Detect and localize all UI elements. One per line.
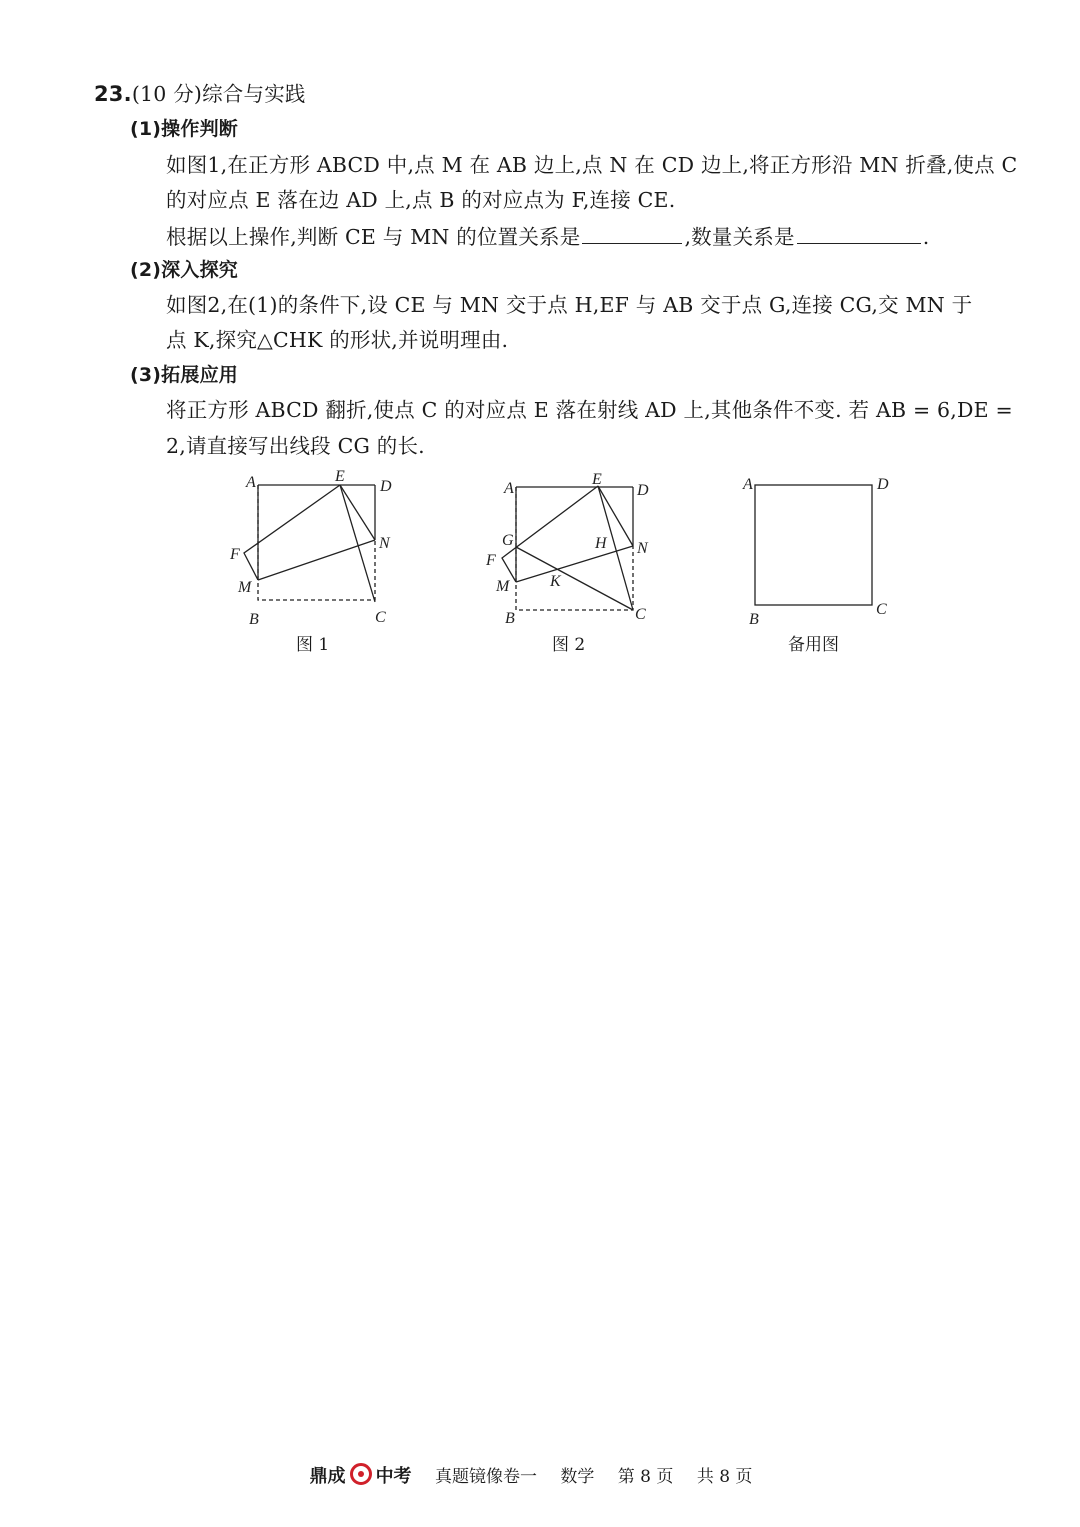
spare-label-C: C [876, 601, 887, 618]
part1-line3-text-c: . [922, 225, 930, 249]
part1-line1: 如图1,在正方形 ABCD 中,点 M 在 AB 边上,点 N 在 CD 边上,将正方形沿 MN 折叠,使点 C [166, 153, 1018, 177]
brand-left: 鼎成 [309, 1466, 346, 1487]
part3-heading: (3)拓展应用 [130, 364, 238, 386]
spare-square [755, 485, 872, 605]
part1-line2: 的对应点 E 落在边 AD 上,点 B 的对应点为 F,连接 CE. [166, 188, 676, 212]
fig1-label-C: C [375, 609, 386, 626]
part2-line2: 点 K,探究△CHK 的形状,并说明理由. [166, 328, 509, 352]
fig2-segment-CG [516, 547, 633, 610]
part2-line1: 如图2,在(1)的条件下,设 CE 与 MN 交于点 H,EF 与 AB 交于点 G,连接 CG,交 MN 于 [166, 293, 973, 317]
fig1-segment-CE [340, 485, 375, 602]
page-footer [0, 1462, 1080, 1488]
fig1-label-E: E [335, 468, 345, 485]
footer-page: 第 8 页 [617, 1467, 674, 1487]
fig1-crease-MN [258, 540, 375, 580]
fig2-label-M: M [496, 578, 510, 595]
spare-label-D: D [877, 476, 889, 493]
fig2-label-B: B [505, 610, 515, 627]
fig2-label-F: F [486, 552, 496, 569]
fig1-label-N: N [379, 535, 390, 552]
part1-heading: (1)操作判断 [130, 118, 238, 140]
fig2-label-K: K [550, 573, 561, 590]
fig2-label-G: G [502, 532, 514, 549]
fig1-label-F: F [230, 546, 240, 563]
fig1-segment-EN [340, 485, 375, 540]
fig1-label-M: M [238, 579, 252, 596]
footer-subject: 数学 [560, 1467, 595, 1487]
fig2-label-D: D [637, 482, 649, 499]
fig2-label-H: H [595, 535, 607, 552]
spare-caption: 备用图 [788, 635, 839, 655]
fig2-caption: 图 2 [552, 635, 586, 655]
figure-spare [735, 462, 905, 632]
fig2-label-C: C [635, 606, 646, 623]
footer-total: 共 8 页 [696, 1467, 753, 1487]
target-logo-icon [350, 1463, 372, 1485]
footer-series: 真题镜像卷一 [434, 1467, 537, 1487]
fig1-label-B: B [249, 611, 259, 628]
part3-line2: 2,请直接写出线段 CG 的长. [166, 434, 425, 458]
question-header [94, 80, 306, 108]
fig1-label-D: D [380, 478, 392, 495]
part2-heading: (2)深入探究 [130, 259, 238, 281]
question-title: (10 分)综合与实践 [131, 82, 306, 106]
fig2-label-N: N [637, 540, 648, 557]
part1-line3 [166, 221, 929, 251]
answer-blank-quantity[interactable] [797, 221, 921, 244]
part1-line3-text-a: 根据以上操作,判断 CE 与 MN 的位置关系是 [166, 225, 581, 249]
spare-label-B: B [749, 611, 759, 628]
fig2-crease-MN [516, 546, 633, 582]
brand-right: 中考 [375, 1466, 412, 1487]
figure-1 [220, 460, 420, 630]
figure-2 [478, 462, 678, 632]
question-number: 23. [94, 82, 132, 106]
spare-label-A: A [743, 476, 753, 493]
part3-line1: 将正方形 ABCD 翻折,使点 C 的对应点 E 落在射线 AD 上,其他条件不变. 若 AB = 6,DE = [166, 398, 1013, 422]
answer-blank-position[interactable] [582, 221, 682, 244]
fig1-caption: 图 1 [296, 635, 330, 655]
fig1-label-A: A [246, 474, 256, 491]
fig2-label-E: E [592, 471, 602, 488]
part1-line3-text-b: ,数量关系是 [684, 225, 795, 249]
fig2-label-A: A [504, 480, 514, 497]
